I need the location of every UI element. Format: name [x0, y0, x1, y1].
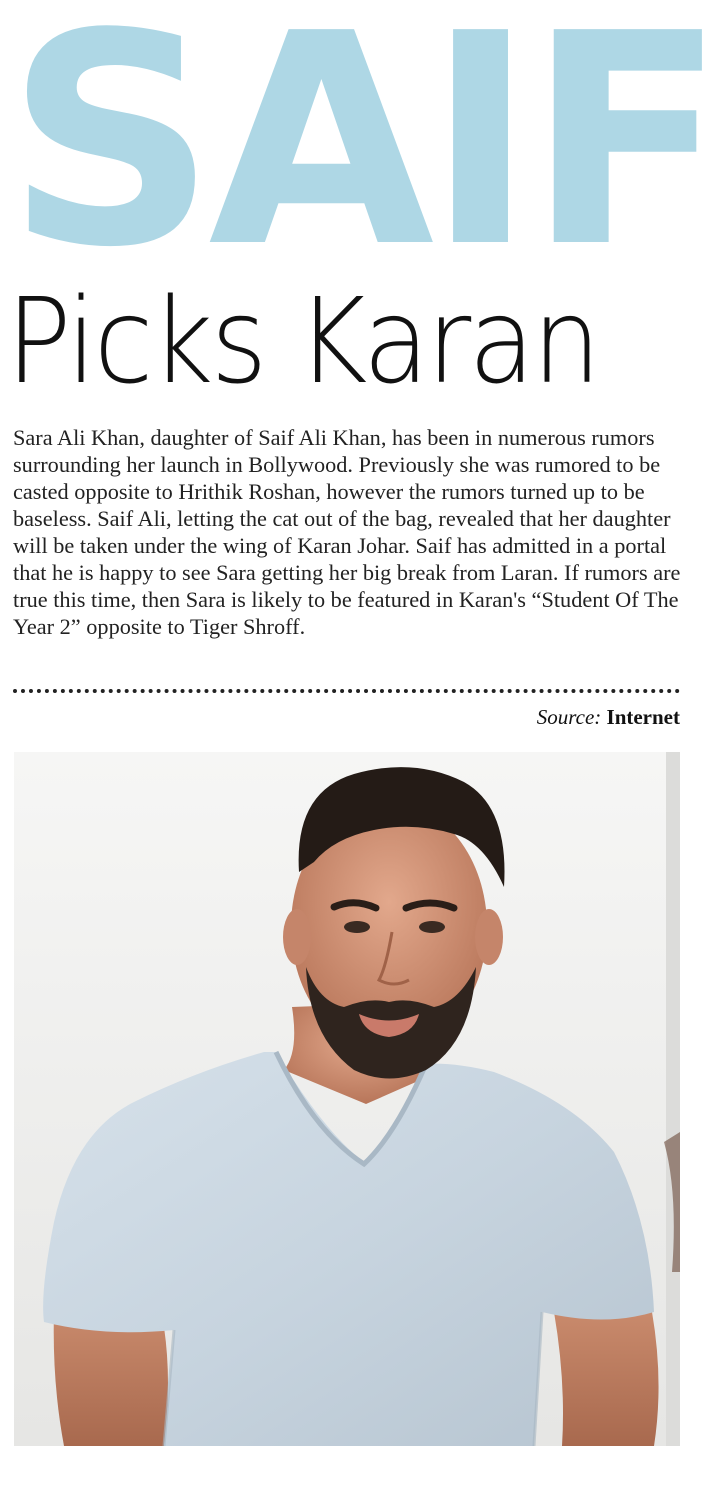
source-credit	[537, 704, 680, 730]
dotted-divider	[13, 689, 680, 693]
source-label: Source:	[536, 705, 602, 729]
portrait-photo	[14, 752, 680, 1446]
headline-main: SAIF	[6, 6, 719, 276]
headline-sub: Picks Karan	[6, 276, 599, 406]
article-body: Sara Ali Khan, daughter of Saif Ali Khan, has been in numerous rumors surrounding her launch in Bollywood. Previously she was rumored to be casted opposite to Hrithik Roshan, however the rumors turned up to be baseless. Saif Ali, letting the cat out of the bag, revealed that her daughter will be taken under the wing of Karan Johar. Saif has admitted in a portal that he is happy to see Sara getting her big break from Laran. If rumors are true this time, then Sara is likely to be featured in Karan's “Student Of The Year 2” opposite to Tiger Shroff.	[13, 425, 681, 639]
source-value: Internet	[606, 705, 680, 729]
